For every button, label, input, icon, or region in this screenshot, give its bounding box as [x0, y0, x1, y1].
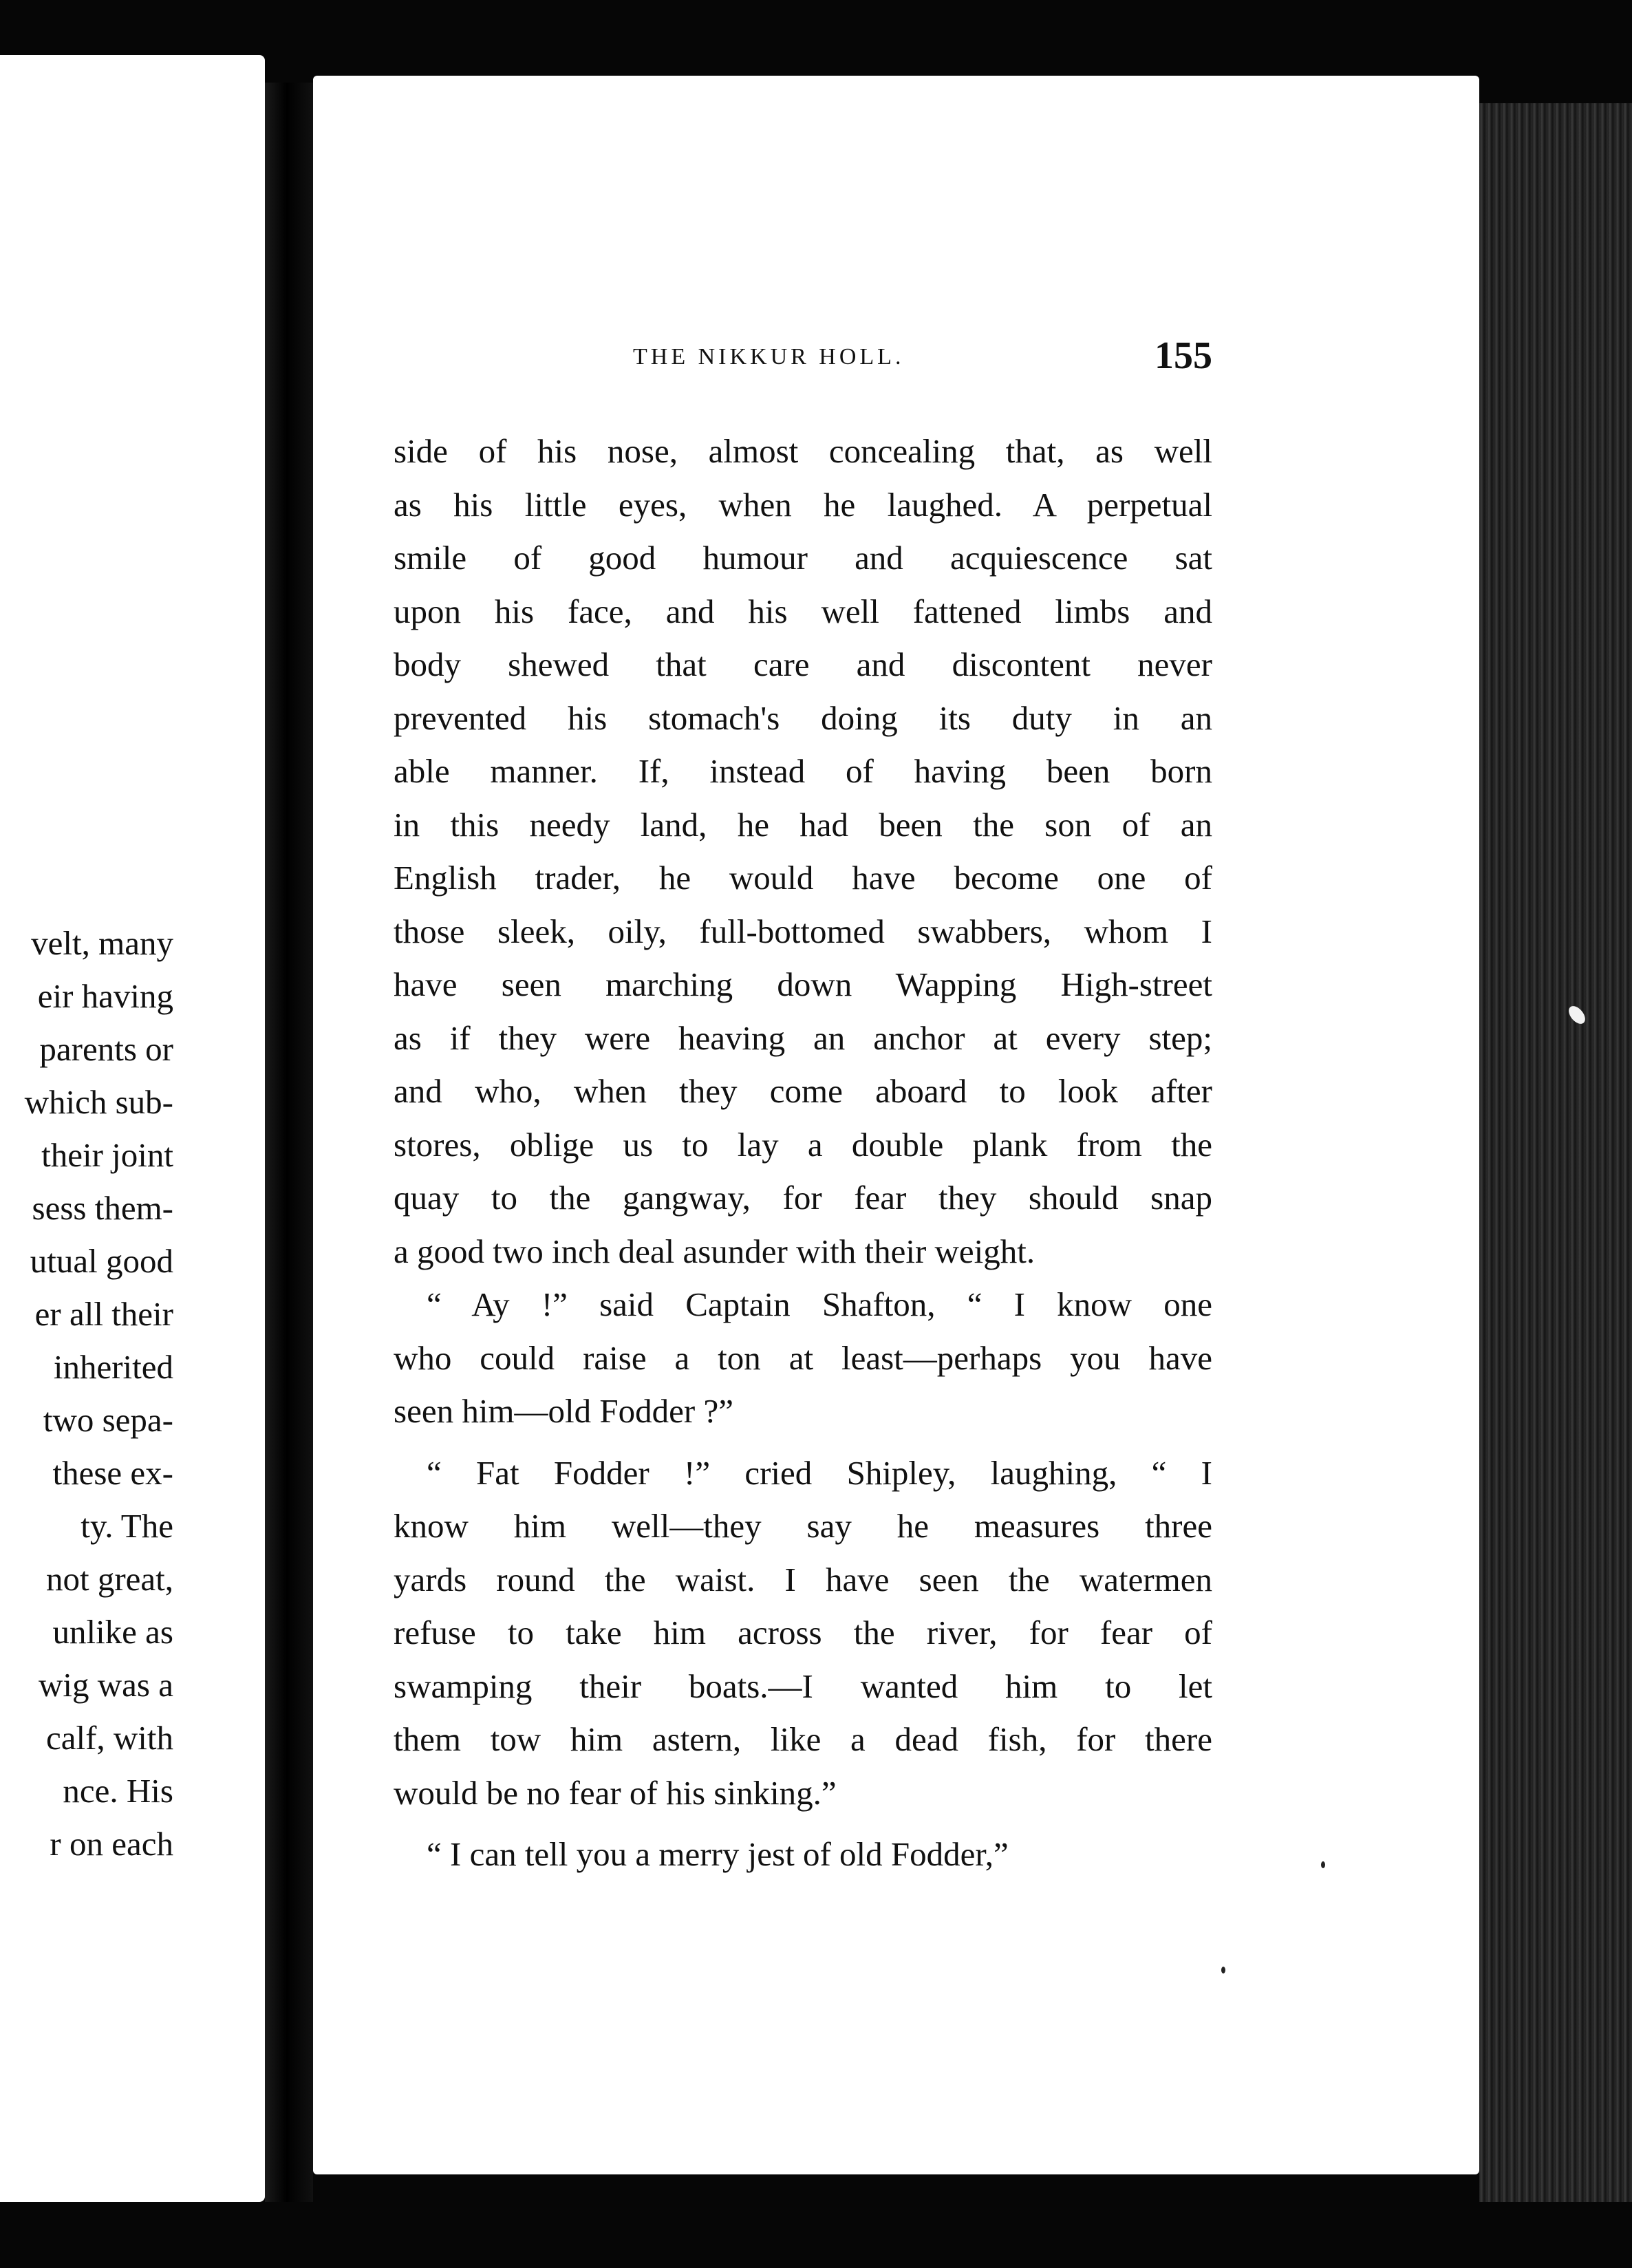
paragraph-gap [394, 1438, 1212, 1446]
body-text [394, 425, 1212, 1881]
text-line: yards round the waist. I have seen the watermen [394, 1560, 1212, 1598]
text-line: and who, when they come aboard to look after [394, 1072, 1212, 1110]
text-line: those sleek, oily, full-bottomed swabbers, whom I [394, 912, 1212, 950]
text-line: in this needy land, he had been the son of an [394, 805, 1212, 844]
left-page-line: these ex- [52, 1454, 173, 1492]
left-page [0, 55, 265, 2202]
text-line: quay to the gangway, for fear they should snap [394, 1179, 1212, 1217]
text-line: as if they were heaving an anchor at every step; [394, 1018, 1212, 1057]
text-line: know him well—they say he measures three [394, 1507, 1212, 1545]
scan-speck [1221, 1967, 1225, 1973]
text-line: them tow him astern, like a dead fish, for there [394, 1720, 1212, 1758]
page-edges [1479, 103, 1632, 2202]
left-page-line: eir having [37, 977, 173, 1015]
left-page-line: two sepa- [43, 1401, 173, 1439]
left-page-line: er all their [34, 1295, 173, 1333]
text-line: swamping their boats.—I wanted him to let [394, 1667, 1212, 1705]
paragraph-gap [394, 1819, 1212, 1828]
text-line: “ I can tell you a merry jest of old Fodder,” [427, 1835, 1009, 1873]
text-line: prevented his stomach's doing its duty in an [394, 698, 1212, 737]
page-number: 155 [1155, 334, 1212, 377]
left-page-line: wig was a [39, 1666, 173, 1704]
left-page-line: inherited [53, 1348, 173, 1386]
text-line: English trader, he would have become one of [394, 859, 1212, 897]
text-line: side of his nose, almost concealing that, as well [394, 432, 1212, 470]
text-line: stores, oblige us to lay a double plank from the [394, 1125, 1212, 1164]
text-line: seen him—old Fodder ?” [394, 1392, 733, 1430]
text-line: a good two inch deal asunder with their weight. [394, 1232, 1035, 1270]
text-line: have seen marching down Wapping High-street [394, 965, 1212, 1003]
text-line: “ Ay !” said Captain Shafton, “ I know one [427, 1285, 1212, 1323]
left-page-line: ty. The [80, 1507, 173, 1545]
left-page-line: nce. His [63, 1772, 173, 1810]
left-page-line: not great, [45, 1560, 173, 1598]
text-line: who could raise a ton at least—perhaps you have [394, 1338, 1212, 1377]
left-page-line: r on each [50, 1825, 173, 1863]
text-line: upon his face, and his well fattened limbs and [394, 592, 1212, 630]
left-page-line: unlike as [52, 1613, 173, 1651]
left-page-line: parents or [39, 1030, 173, 1068]
text-line: able manner. If, instead of having been born [394, 752, 1212, 790]
left-page-line: which sub- [24, 1083, 173, 1121]
running-head: THE NIKKUR HOLL. [633, 344, 905, 370]
text-line: refuse to take him across the river, for fear of [394, 1614, 1212, 1651]
left-page-line: sess them- [32, 1189, 173, 1227]
text-line: “ Fat Fodder !” cried Shipley, laughing, “ I [427, 1453, 1212, 1492]
text-line: smile of good humour and acquiescence sat [394, 539, 1212, 577]
text-line: as his little eyes, when he laughed. A perpetual [394, 485, 1212, 524]
text-line: body shewed that care and discontent never [394, 645, 1212, 683]
left-page-text [0, 917, 173, 1870]
left-page-line: velt, many [31, 924, 173, 962]
left-page-line: utual good [30, 1242, 173, 1280]
left-page-line: their joint [41, 1136, 173, 1174]
left-page-line: calf, with [45, 1719, 173, 1757]
scan-speck [1321, 1861, 1325, 1868]
book-gutter [265, 83, 313, 2202]
text-line: would be no fear of his sinking.” [394, 1773, 837, 1812]
